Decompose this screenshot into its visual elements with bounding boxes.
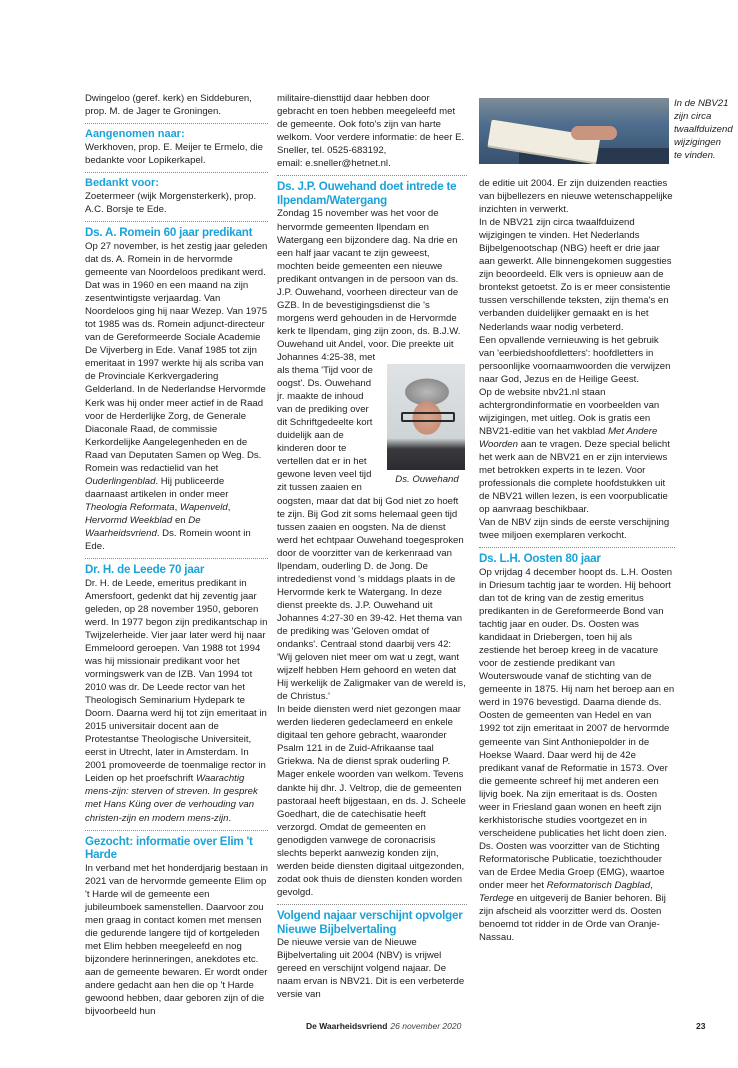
elim-body-continued: militaire-diensttijd daar hebben door gebracht en toen hebben meegeleefd met de gemeente. Ook foto's zijn van harte welkom. Voor verdere informatie: de heer E. Sneller, tel. 0525-683192, [277,93,465,157]
ouwehand-body-1: Zondag 15 november was het voor de hervormde gemeenten Ilpendam en Watergang een bijzondere dag. Na drie en een half jaar vacant te zijn geweest, mochten beide gemeenten een nieuwe predikant ontvangen in de persoon van ds. J.P. Ouwehand, voorheen directeur van de GZB. In de bevestigingsdienst die 's morgens werd gehouden in de Hervormde kerk te Ilpendam, ging zijn zoon, ds. B.J.W. Ouwehand uit Andel, voor. Die preekte uit Johannes 4:25-38, met [277,208,461,363]
elim-body: In verband met het honderdjarig bestaan in 2021 van de hervormde gemeente Elim op 't Harde wil de gemeente een jubileumboek samenstellen. Daarvoor zou men graag in contact komen met mensen die gedurende langere tijd of kortgeleden met Elim hebben meegeleefd en nog bijzondere herinneringen, anekdotes etc. aan de gemeente bewaren. Er wordt onder andere gedacht aan hen die op 't Harde gewoond hebben, daar geboren zijn of die bijvoorbeeld hun [85,862,268,1018]
portrait-photo [387,364,465,470]
publication-title: Terdege [479,893,514,905]
nbv-body-continued-4: Op de website nbv21.nl staan achtergrondinformatie en voorbeelden van wijzigingen, met uitleg. Ook is gratis een NBV21-editie van het vakblad Met Andere Woorden aan te vragen. Deze special belicht het werk aan de NBV21 en er zijn interviews met betrokken experts in te lezen. Voor professionals die complete hoofdstukken uit de NBV21 willen lezen, is een voorpublicatie op aanvraag beschikbaar. [479,386,670,516]
nbv-body-continued-5: Van de NBV zijn sinds de eerste verschijning twee miljoen exemplaren verkocht. [479,517,670,542]
portrait-caption: Ds. Ouwehand [395,474,459,486]
divider [277,175,467,176]
publication-title: Hervormd Weekblad [85,514,173,526]
divider [85,123,268,124]
intro-text: Dwingeloo (geref. kerk) en Siddeburen, prop. M. de Jager te Groningen. [85,93,252,118]
leede-body: Dr. H. de Leede, emeritus predikant in Amersfoort, gedenkt dat hij zeventig jaar geleden, op 28 november 1950, geboren werd. In 1977 begon zijn predikantschap in Twijzelerheide. Vier jaar later werd hij naar Emmeloord geroepen. Van 1988 tot 1994 was hij missionair predikant voor het vormingswerk van de IZB. Van 1994 tot 2010 was dr. De Leede rector van het Theologisch Seminarium Hydepark te Doorn. Daarna werd hij tot zijn emeritaat in 2015 universitair docent aan de Protestantse Theologische Universiteit, eerst in Utrecht, later in Amsterdam. In 2001 promoveerde de toenmalige rector in Leiden op het proefschrift Waarachtig mens-zijn: sterven of streven. In gesprek met Hans Küng over de verhouding van christen-zijn en modern mens-zijn. [85,577,268,824]
ouwehand-heading: Ds. J.P. Ouwehand doet intrede te Ilpendam/Watergang [277,180,457,207]
ouwehand-body-3: In beide diensten werd niet gezongen maar werden liederen gedeclameerd en enkele digitaal ten gehore gebracht, waaronder Psalm 121 in de Zuid-Afrikaanse taal Griekwa. Na de dienst sprak ouderling P. Mager enkele woorden van welkom. Tevens dankte hij dhr. J. Veltrop, die de gemeenten pastoraal heeft bijgestaan, en ds. J. Scheele Goedhart, die de catechisatie heeft verzorgd. Omdat de gemeenten en genodigden vanwege de coronacrisis slechts beperkt aanwezig konden zijn, werden beide diensten digitaal uitgezonden, zodat ook thuis de diensten konden worden gevolgd. [277,704,466,898]
dissertation-title: Waarachtig mens-zijn: sterven of streven. In gesprek met Hans Küng over de verhouding van christen-zijn en modern mens-zijn [85,773,258,824]
aangenomen-text: Werkhoven, prop. E. Meijer te Ermelo, die bedankte voor Lopikerkapel. [85,142,263,167]
ouwehand-body-2: als thema 'Tijd voor de oogst'. Ds. Ouwehand jr. maakte de inhoud van de prediking over dit Schriftgedeelte kort duidelijk aan de kinderen door te vertellen dat er in het gewone leven veel tijd zit tussen zaaien en oogsten, maar dat dat bij God niet zo hoeft te zijn. Bij God zit soms helemaal geen tijd tussen zaaien en oogsten. Na de dienst werd het echtpaar Ouwehand toegesproken door de voorzitter van de kerkenraad van Ilpendam, ouderling D. de Jong. De intrededienst vond 's middags plaats in de Hervormde kerk te Watergang. In deze dienst preekte ds. J.P. Ouwehand uit Johannes 4:27-30 en 39-42. Het thema van de prediking was 'Geloven omdat of ondanks'. Centraal stond daarbij vers 42: 'Wij geloven niet meer om wat u zegt, want wijzelf hebben Hem gehoord en weten dat Hij werkelijk de Zaligmaker van de wereld is, de Christus.' [277,365,466,703]
footer-date: 26 november 2020 [390,1021,462,1031]
divider [277,904,467,905]
footer-publication: De Waarheidsvriend 26 november 2020 [306,1021,462,1031]
elim-email: email: e.sneller@hetnet.nl. [277,158,391,170]
publication-title: Wapenveld [179,501,228,513]
bedankt-label: Bedankt voor: [85,177,159,190]
nbv-body: De nieuwe versie van de Nieuwe Bijbelvertaling uit 2004 (NBV) is vrijwel gereed en verschijnt volgend najaar. De naam ervan is NBV21. Dit is een verbeterde versie van [277,937,465,1001]
bedankt-text: Zoetermeer (wijk Morgensterkerk), prop. A.C. Borsje te Ede. [85,191,257,216]
divider [85,830,268,831]
romein-body: Op 27 november, is het zestig jaar geleden dat ds. A. Romein in de hervormde gemeente van Noordeloos predikant werd. Dat was in 1960 en een maand na zijn zesentwintigste verjaardag. Van Noordeloos ging hij naar Wezep. Van 1975 tot 1985 was ds. Romein adjunct-directeur van de Gereformeerde Sociale Academie De Vijverberg in Ede. Vanaf 1985 tot zijn emeritaat in 1997 werkte hij als scriba van de Provinciale Kerkvergadering Gelderland. In de Nederlandse Hervormde Kerk was hij onder meer actief in de Raad voor de Herderlijke Zorg, de Generale Diaconale Raad, de commissie Kerkordelijke Aangelegenheden en de Raad van Deputaten Samen op Weg. Ds. Romein was redactielid van het Ouderlingenblad. Hij publiceerde daarnaast artikelen in onder meer Theologia Reformata, Wapenveld, Hervormd Weekblad en De Waarheidsvriend. Ds. Romein woont in Ede. [85,240,268,553]
column-1 [85,92,268,1018]
aangenomen-label: Aangenomen naar: [85,128,185,141]
publication-title: Reformatorisch Dagblad [546,880,651,892]
divider [479,547,675,548]
publication-title: De Waarheidsvriend [85,514,201,539]
publication-title: Ouderlingenblad [85,475,156,487]
column-3 [479,177,675,944]
portrait-figure [387,364,467,486]
nbv-body-continued-1: de editie uit 2004. Er zijn duizenden reacties van bijbellezers en nieuwe wetenschappelijke inzichten in verwerkt. [479,178,673,216]
bible-reading-photo [479,98,669,164]
publication-title: Theologia Reformata [85,501,175,513]
divider [85,221,268,222]
magazine-title: Met Andere Woorden [479,425,658,450]
leede-heading: Dr. H. de Leede 70 jaar [85,563,205,577]
romein-heading: Ds. A. Romein 60 jaar predikant [85,226,253,240]
column-2 [277,92,467,1001]
bible-photo-caption: In de NBV21 zijn circa twaalfduizend wijzigingen te vinden. [674,98,733,161]
nbv-body-continued-3: Een opvallende vernieuwing is het gebruik van 'eerbiedshoofdletters': hoofdletters in persoonlijke voornaamwoorden die verwijzen naar God, Jezus en de Heilige Geest. [479,334,671,385]
page-number: 23 [696,1021,706,1031]
oosten-body: Op vrijdag 4 december hoopt ds. L.H. Oosten in Driesum tachtig jaar te worden. Hij behoort dan tot de kring van de zestig emeritus predikanten in de Gereformeerde Bond van tachtig jaar en ouder. Ds. Oosten was kandidaat in Driebergen, toen hij als zestiende het beroep kreeg in de vacature voor de zestiende predikant van Wouterswoude vanaf de stichting van de gemeente in 1875. Hij nam het beroep aan en werd in 1976 bevestigd. Daarna diende ds. Oosten de gemeenten van Hedel en van 1992 tot zijn emeritaat in 2007 de hervormde gemeente van Sint Anthoniepolder in de Hoekse Waard. Daar werd hij de 42e predikant vanaf de Reformatie in 1573. Over die gemeente schreef hij met anderen een lijvig boek. Na zijn emeritaat is ds. Oosten weer in Friesland gaan wonen en heeft zijn kerkhistorische studies voortgezet en in verscheidene publicaties het licht doen zien. Ds. Oosten was voorzitter van de Stichting Reformatorische Publicatie, toezichthouder van de Erdee Media Groep (EMG), waartoe onder meer het Reformatorisch Dagblad, Terdege en uitgeverij de Banier behoren. Bij zijn afscheid als voorzitter werd ds. Oosten benoemd tot ridder in de Orde van Oranje-Nassau. [479,566,675,944]
elim-heading: Gezocht: informatie over Elim 't Harde [85,834,253,862]
divider [85,172,268,173]
divider [85,558,268,559]
oosten-heading: Ds. L.H. Oosten 80 jaar [479,552,601,566]
nbv-body-continued-2: In de NBV21 zijn circa twaalfduizend wijzigingen te vinden. Het Nederlands Bijbelgenootschap (NBG) heeft er drie jaar aan gewerkt. Alle binnengekomen suggesties zijn beoordeeld. Elk vers is opnieuw aan de brontekst getoetst. Zo is er meer consistentie tussen verschillende teksten, zijn thema's en verbanden duidelijker gemaakt en is het Nederlands waar nodig verbeterd. [479,217,672,333]
nbv-heading: Volgend najaar verschijnt opvolger Nieuwe Bijbelvertaling [277,908,463,936]
